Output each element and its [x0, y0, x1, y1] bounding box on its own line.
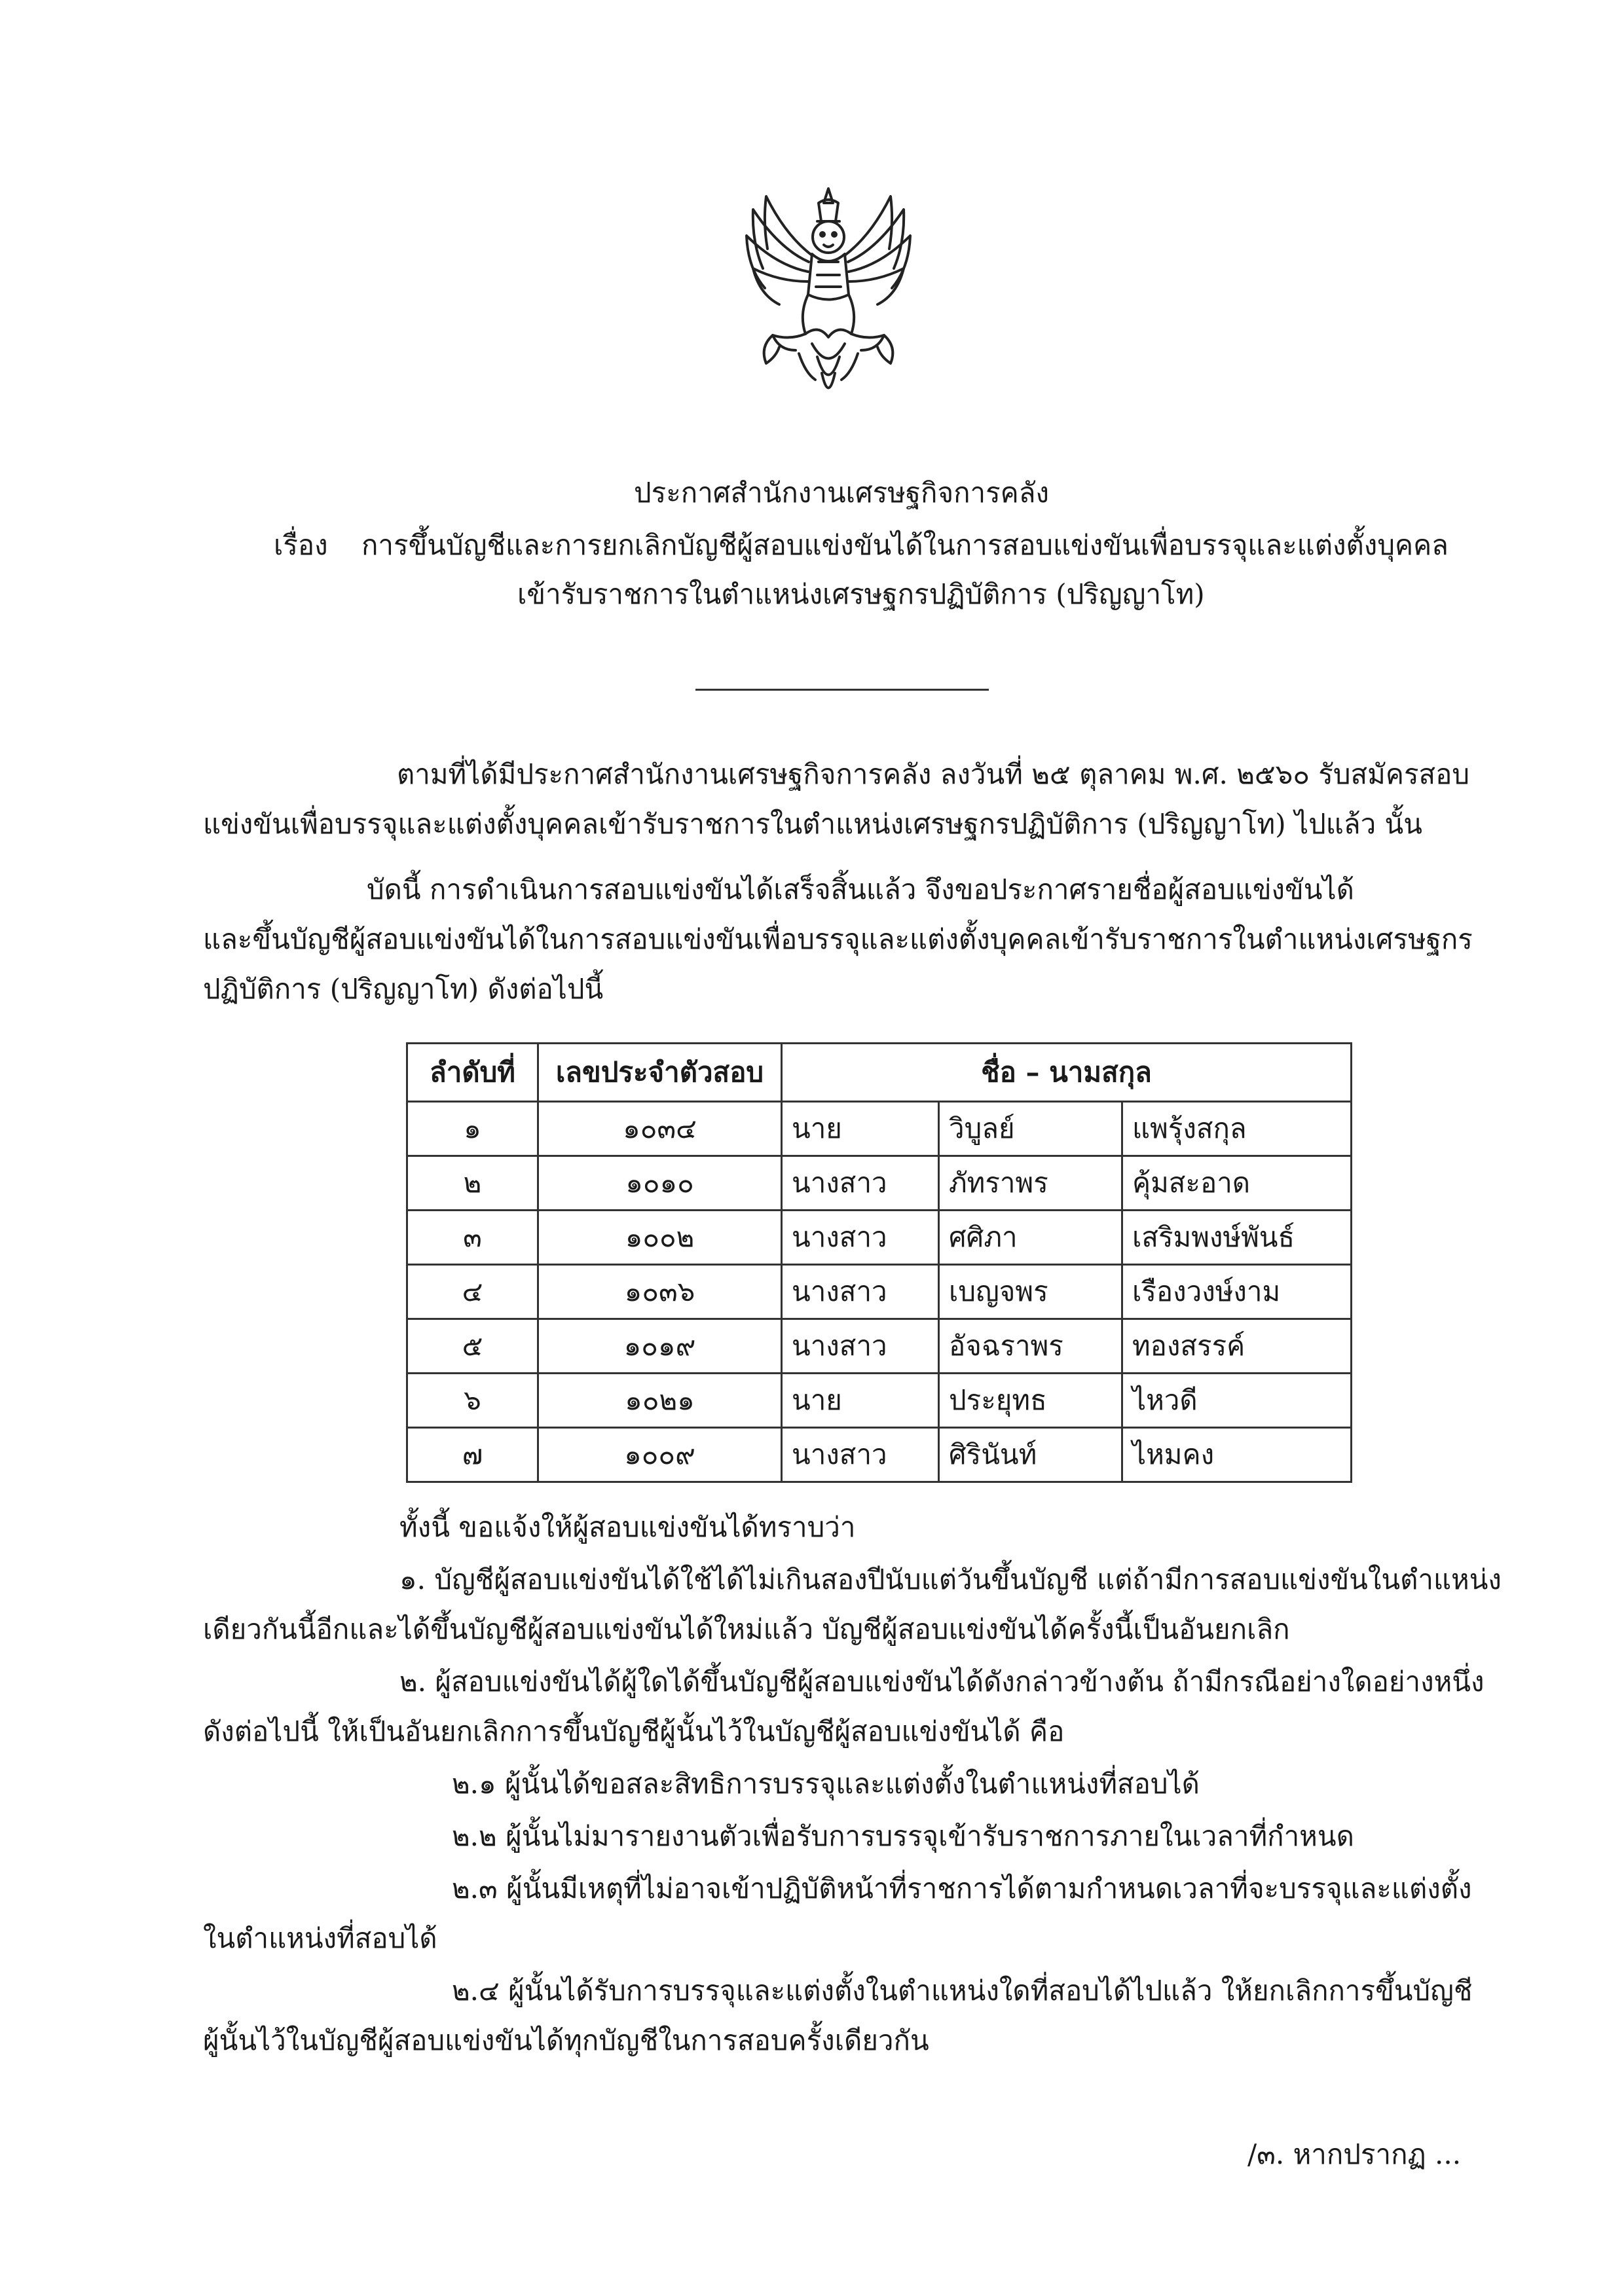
intro-paragraph-2-line-1: บัดนี้ การดำเนินการสอบแข่งขันได้เสร็จสิ้นแล้ว จึงขอประกาศรายชื่อผู้สอบแข่งขันได้	[367, 873, 1354, 905]
cell-rank: ๒	[407, 1156, 538, 1211]
cell-exam-id: ๑๐๓๔	[538, 1102, 782, 1156]
subject-line-1: การขึ้นบัญชีและการยกเลิกบัญชีผู้สอบแข่งขันได้ในการสอบแข่งขันเพื่อบรรจุและแต่งตั้งบุคคล	[361, 529, 1449, 561]
cell-title: นางสาว	[782, 1265, 939, 1319]
page-continuation: /๓. หากปรากฏ ...	[1247, 2138, 1462, 2170]
condition-2-line-2: ดังต่อไปนี้ ให้เป็นอันยกเลิกการขึ้นบัญชีผู้นั้นไว้ในบัญชีผู้สอบแข่งขันได้ คือ	[203, 1715, 1065, 1747]
announcement-title: ประกาศสำนักงานเศรษฐกิจการคลัง	[634, 477, 1049, 509]
table-row	[407, 1102, 1352, 1156]
cell-first-name: ศิรินันท์	[939, 1428, 1122, 1482]
table-row	[407, 1374, 1352, 1428]
cell-rank: ๓	[407, 1211, 538, 1265]
cell-exam-id: ๑๐๓๖	[538, 1265, 782, 1319]
condition-2-3-line-2: ในตำแหน่งที่สอบได้	[203, 1922, 437, 1954]
condition-2-2: ๒.๒ ผู้นั้นไม่มารายงานตัวเพื่อรับการบรรจุเข้ารับราชการภายในเวลาที่กำหนด	[452, 1820, 1354, 1852]
table-row	[407, 1156, 1352, 1211]
condition-1-line-2: เดียวกันนี้อีกและได้ขึ้นบัญชีผู้สอบแข่งขันได้ใหม่แล้ว บัญชีผู้สอบแข่งขันได้ครั้งนี้เป็นอันยกเลิก	[203, 1613, 1290, 1645]
intro-paragraph-2-line-2: และขึ้นบัญชีผู้สอบแข่งขันได้ในการสอบแข่งขันเพื่อบรรจุและแต่งตั้งบุคคลเข้ารับราชการในตำแหน่งเศรษฐกร	[203, 923, 1473, 955]
cell-rank: ๗	[407, 1428, 538, 1482]
cell-first-name: วิบูลย์	[939, 1102, 1122, 1156]
cell-first-name: เบญจพร	[939, 1265, 1122, 1319]
cell-title: นางสาว	[782, 1211, 939, 1265]
condition-2-4-line-2: ผู้นั้นไว้ในบัญชีผู้สอบแข่งขันได้ทุกบัญชีในการสอบครั้งเดียวกัน	[203, 2024, 929, 2056]
intro-paragraph-1-line-1: ตามที่ได้มีประกาศสำนักงานเศรษฐกิจการคลัง ลงวันที่ ๒๕ ตุลาคม พ.ศ. ๒๕๖๐ รับสมัครสอบ	[397, 758, 1470, 790]
header-rank: ลำดับที่	[407, 1044, 538, 1102]
cell-last-name: แพรุ้งสกุล	[1122, 1102, 1352, 1156]
cell-first-name: ศศิภา	[939, 1211, 1122, 1265]
cell-first-name: ประยุทธ	[939, 1374, 1122, 1428]
cell-last-name: ไหวดี	[1122, 1374, 1352, 1428]
title-divider	[695, 689, 989, 691]
cell-rank: ๑	[407, 1102, 538, 1156]
table-row	[407, 1265, 1352, 1319]
cell-title: นาย	[782, 1374, 939, 1428]
cell-title: นางสาว	[782, 1428, 939, 1482]
cell-last-name: คุ้มสะอาด	[1122, 1156, 1352, 1211]
conditions-lead: ทั้งนี้ ขอแจ้งให้ผู้สอบแข่งขันได้ทราบว่า	[399, 1511, 856, 1543]
garuda-emblem-icon	[727, 183, 930, 406]
cell-title: นาย	[782, 1102, 939, 1156]
cell-rank: ๖	[407, 1374, 538, 1428]
header-exam-id: เลขประจำตัวสอบ	[538, 1044, 782, 1102]
table-row	[407, 1211, 1352, 1265]
table-row	[407, 1428, 1352, 1482]
subject-line-2: เข้ารับราชการในตำแหน่งเศรษฐกรปฏิบัติการ (ปริญญาโท)	[517, 578, 1205, 610]
cell-first-name: ภัทราพร	[939, 1156, 1122, 1211]
cell-exam-id: ๑๐๐๒	[538, 1211, 782, 1265]
subject-label: เรื่อง	[274, 529, 328, 561]
cell-exam-id: ๑๐๒๑	[538, 1374, 782, 1428]
exam-results-table	[406, 1042, 1352, 1483]
cell-exam-id: ๑๐๑๐	[538, 1156, 782, 1211]
cell-title: นางสาว	[782, 1156, 939, 1211]
cell-rank: ๔	[407, 1265, 538, 1319]
intro-paragraph-2-line-3: ปฏิบัติการ (ปริญญาโท) ดังต่อไปนี้	[203, 973, 604, 1005]
condition-2-1: ๒.๑ ผู้นั้นได้ขอสละสิทธิการบรรจุและแต่งตั้งในตำแหน่งที่สอบได้	[452, 1768, 1200, 1800]
cell-exam-id: ๑๐๐๙	[538, 1428, 782, 1482]
cell-first-name: อัจฉราพร	[939, 1319, 1122, 1374]
condition-2-3-line-1: ๒.๓ ผู้นั้นมีเหตุที่ไม่อาจเข้าปฏิบัติหน้าที่ราชการได้ตามกำหนดเวลาที่จะบรรจุและแต่งตั้ง	[452, 1872, 1472, 1904]
cell-rank: ๕	[407, 1319, 538, 1374]
cell-last-name: ไหมคง	[1122, 1428, 1352, 1482]
condition-2-4-line-1: ๒.๔ ผู้นั้นได้รับการบรรจุและแต่งตั้งในตำแหน่งใดที่สอบได้ไปแล้ว ให้ยกเลิกการขึ้นบัญชี	[452, 1975, 1473, 2007]
cell-last-name: ทองสรรค์	[1122, 1319, 1352, 1374]
cell-title: นางสาว	[782, 1319, 939, 1374]
intro-paragraph-1-line-2: แข่งขันเพื่อบรรจุและแต่งตั้งบุคคลเข้ารับราชการในตำแหน่งเศรษฐกรปฏิบัติการ (ปริญญาโท) ไปแล้ว นั้น	[203, 808, 1422, 840]
cell-last-name: เรืองวงษ์งาม	[1122, 1265, 1352, 1319]
table-header-row	[407, 1044, 1352, 1102]
cell-exam-id: ๑๐๑๙	[538, 1319, 782, 1374]
condition-1-line-1: ๑. บัญชีผู้สอบแข่งขันได้ใช้ได้ไม่เกินสองปีนับแต่วันขึ้นบัญชี แต่ถ้ามีการสอบแข่งขันในตำแหน่ง	[399, 1563, 1502, 1595]
table-row	[407, 1319, 1352, 1374]
header-full-name: ชื่อ – นามสกุล	[782, 1044, 1352, 1102]
condition-2-line-1: ๒. ผู้สอบแข่งขันได้ผู้ใดได้ขึ้นบัญชีผู้สอบแข่งขันได้ดังกล่าวข้างต้น ถ้ามีกรณีอย่างใดอย่างหนึ่ง	[399, 1666, 1485, 1698]
cell-last-name: เสริมพงษ์พันธ์	[1122, 1211, 1352, 1265]
